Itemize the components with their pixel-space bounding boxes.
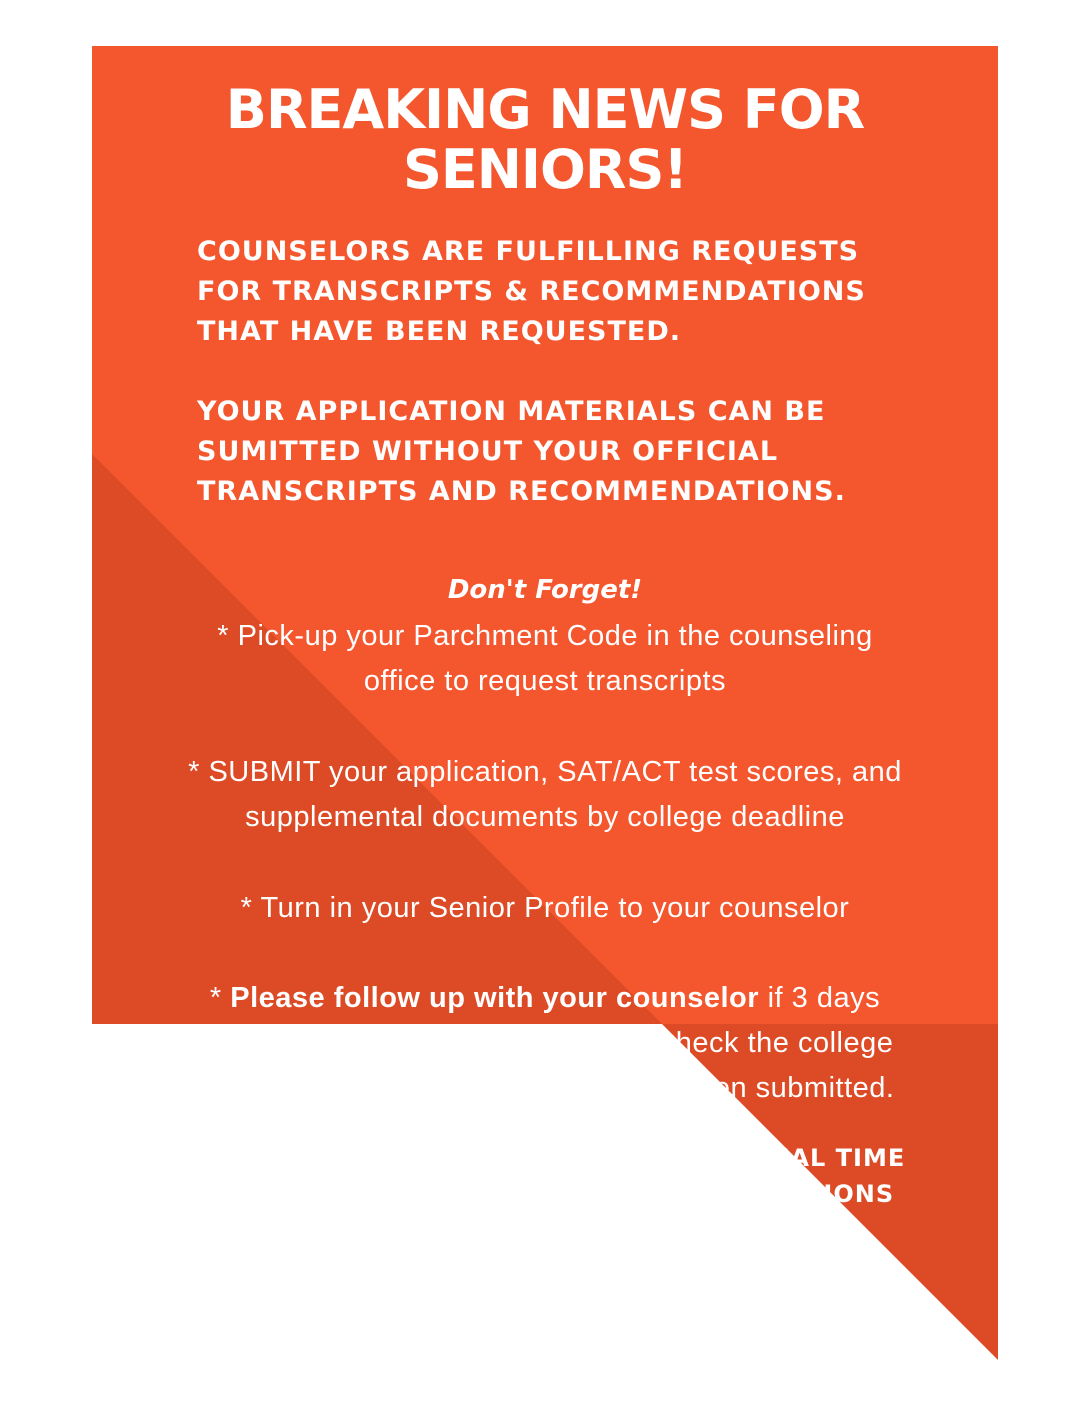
headline [92, 80, 998, 200]
flyer-panel [92, 46, 998, 1288]
flyer-content [92, 46, 998, 1288]
notice-1-line-2: FOR TRANSCRIPTS & RECOMMENDATIONS [197, 276, 866, 307]
website-url: WWW.MYCENTENNIALCOUNSELING.COM [258, 1260, 832, 1288]
reminder-4-prefix: * [209, 982, 231, 1014]
reminder-parchment-code [92, 614, 998, 704]
reminder-1-line-1: * Pick-up your Parchment Code in the counseling [217, 620, 873, 652]
reminder-4-bold-text: Please follow up with your counselor [230, 982, 760, 1014]
reminder-follow-up [92, 976, 998, 1111]
dont-forget-heading: Don't Forget! [447, 575, 643, 605]
notice-2-line-2: SUMITTED WITHOUT YOUR OFFICIAL [197, 436, 779, 467]
reminder-4-line-2: BEFORE the college deadline you check the college [196, 1027, 894, 1059]
reminder-senior-profile [92, 886, 998, 931]
reminder-2-line-1: * SUBMIT your application, SAT/ACT test scores, and [188, 756, 902, 788]
notice-2-line-1: YOUR APPLICATION MATERIALS CAN BE [197, 396, 826, 427]
reminder-2-line-2: supplemental documents by college deadline [245, 801, 845, 833]
reminder-4-line-3-end: been submitted. [672, 1072, 895, 1104]
reminder-4-line-1 [92, 976, 998, 1021]
notice-1-line-1: COUNSELORS ARE FULFILLING REQUESTS [197, 236, 860, 267]
reminder-3-line-1: * Turn in your Senior Profile to your counselor [240, 892, 850, 924]
notice-application-materials [197, 392, 957, 512]
reminder-submit-application [92, 750, 998, 840]
notice-2-line-3: TRANSCRIPTS AND RECOMMENDATIONS. [197, 476, 846, 507]
footer-additional-time-note [92, 1140, 998, 1212]
footer-line-2: TO SUBMIT TRANSCRIPTS & RECOMMENDATIONS [195, 1180, 895, 1208]
reminder-1-line-2: office to request transcripts [363, 665, 727, 697]
headline-line-1: BREAKING NEWS FOR [225, 78, 865, 141]
reminder-4-emphasis-not: not [625, 1072, 673, 1104]
notice-1-line-3: THAT HAVE BEEN REQUESTED. [197, 316, 682, 347]
footer-line-1: COLLEGES GRANT COUNSELORS ADDITIONAL TIME [184, 1144, 906, 1172]
headline-line-2: SENIORS! [402, 138, 688, 201]
reminder-4-line-1-rest: if 3 days [759, 982, 881, 1014]
notice-fulfilling-requests [197, 232, 957, 352]
reminder-4-line-3-start: portal and ALL documents have [195, 1072, 626, 1104]
reminder-4-line-3 [92, 1066, 998, 1111]
